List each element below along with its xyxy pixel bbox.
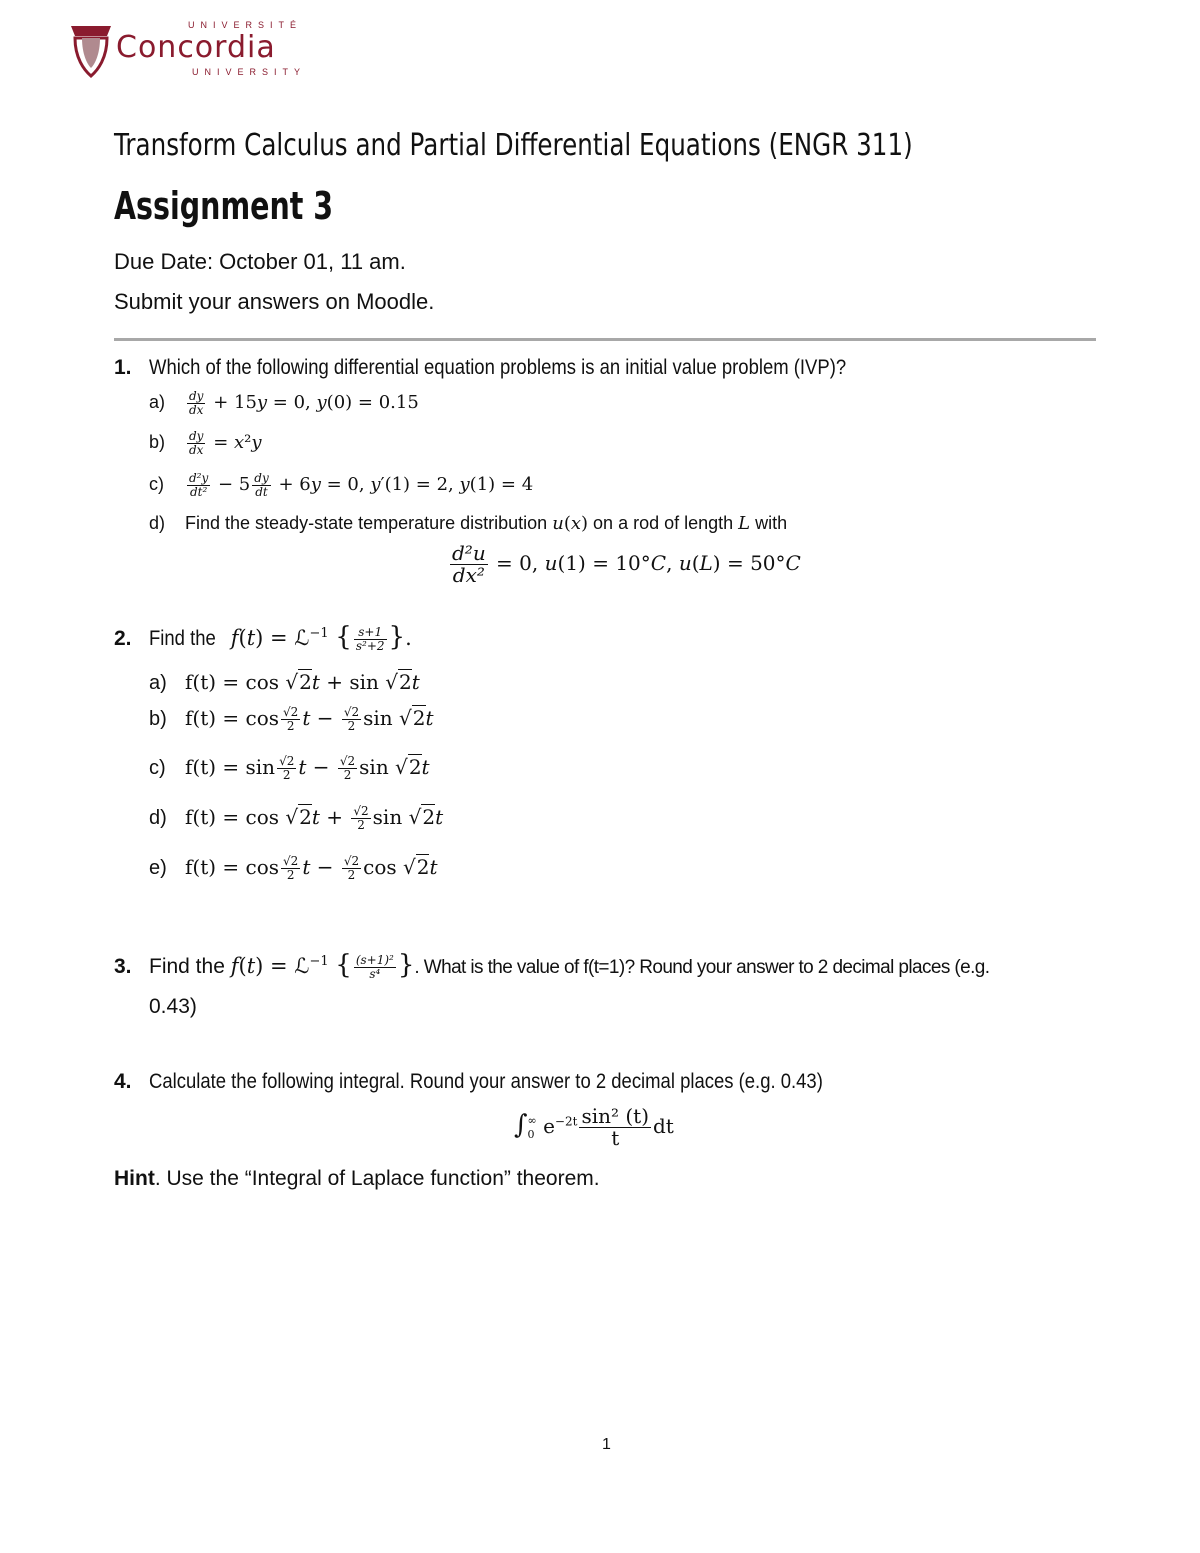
divider — [114, 338, 1096, 341]
page-number: 1 — [602, 1436, 611, 1453]
q2-option-c: c) f(t) = sin $\frac{√2}{2}$ t − $\frac{√2}{2}$ sin √2t — [149, 754, 430, 782]
option-label: b) — [149, 432, 166, 453]
due-date: Due Date: October 01, 11 am. — [114, 249, 406, 274]
question-3: 3. Find the f(t) = ℒ$^{-1}$ { $\frac{\text{(s+1)²}}{\text{s⁴}}$ }. What is the value of f(t=1)? Round your answer to 2 decimal places (e.g. — [114, 950, 990, 981]
option-label: a) — [149, 392, 166, 413]
option-label: e) — [149, 857, 167, 879]
q1-option-c: c) $\frac{\text{d²y}}{\text{dt²}}$ − 5 $\frac{dy}{dt}$ + 6y = 0, y′(1) = 2, y(1) = 4 — [149, 471, 534, 499]
option-text: Find the steady-state temperature distribution — [185, 513, 548, 533]
question-number: 2. — [114, 627, 132, 650]
question-2: 2. Find the f(t) = ℒ$^{-1}$ { $\frac{s+1}{\text{s²+2}}$ }. — [114, 622, 412, 653]
option-text-3: with — [755, 513, 788, 533]
concordia-shield-icon — [70, 24, 112, 78]
question-text: Find the — [149, 955, 225, 978]
question-text: Which of the following differential equation problems is an initial value problem (IVP)? — [149, 356, 847, 379]
q2-option-d: d) f(t) = cos √2t + $\frac{√2}{2}$ sin √2t — [149, 804, 444, 832]
option-label: b) — [149, 708, 167, 730]
logo-bottom-text: UNIVERSITY — [192, 67, 307, 77]
question-4 — [114, 1070, 915, 1094]
q2-option-e: e) f(t) = cos $\frac{√2}{2}$ t − $\frac{√2}{2}$ cos √2t — [149, 854, 438, 882]
q1-option-a: a) $\frac{dy}{dx}$ + 15y = 0, y(0) = 0.15 — [149, 389, 419, 417]
question-number: 1. — [114, 356, 132, 379]
option-text-2: on a rod of length — [593, 513, 734, 533]
question-text: Find the — [149, 627, 216, 650]
hint — [114, 1167, 600, 1191]
course-title: Transform Calculus and Partial Differential Equations (ENGR 311) — [114, 128, 913, 163]
question-3-continued: 0.43) — [149, 995, 197, 1018]
question-text-2: . What is the value of f(t=1)? Round your answer to 2 decimal places (e.g. — [414, 957, 990, 978]
question-1 — [114, 356, 941, 380]
logo-top-text: UNIVERSITÉ — [188, 20, 303, 30]
hint-text: . Use the “Integral of Laplace function” theorem. — [154, 1167, 600, 1190]
question-number: 3. — [114, 955, 132, 978]
q2-option-a: a) f(t) = cos √2t + sin √2t — [149, 670, 420, 694]
logo-name-text: Concordia — [116, 30, 276, 65]
question-text: Calculate the following integral. Round your answer to 2 decimal places (e.g. 0.43) — [149, 1070, 823, 1093]
assignment-title: Assignment 3 — [114, 184, 334, 228]
q1-option-b: b) $\frac{dy}{dx}$ = x²y — [149, 429, 262, 457]
submit-note: Submit your answers on Moodle. — [114, 289, 435, 314]
question-number: 4. — [114, 1070, 132, 1093]
q2-option-b: b) f(t) = cos $\frac{√2}{2}$ t − $\frac{√2}{2}$ sin √2t — [149, 705, 434, 733]
option-label: d) — [149, 807, 167, 829]
option-label: c) — [149, 757, 166, 779]
q1-option-d: d) Find the steady-state temperature distribution u(x) on a rod of length L with — [149, 513, 788, 534]
option-label: a) — [149, 672, 167, 694]
q1-equation: $\frac{\text{d²u}}{\text{dx²}}$ = 0, u(1) = 10°C, u(L) = 50°C — [452, 541, 801, 587]
q4-integral: ∫ ∞ 0 $e^{-2t}$ $\frac{\text{sin² (t)}}{t}$ dt — [514, 1104, 674, 1150]
university-logo — [70, 20, 310, 82]
option-label: d) — [149, 513, 166, 533]
hint-label: Hint — [114, 1167, 155, 1190]
option-label: c) — [149, 474, 164, 495]
